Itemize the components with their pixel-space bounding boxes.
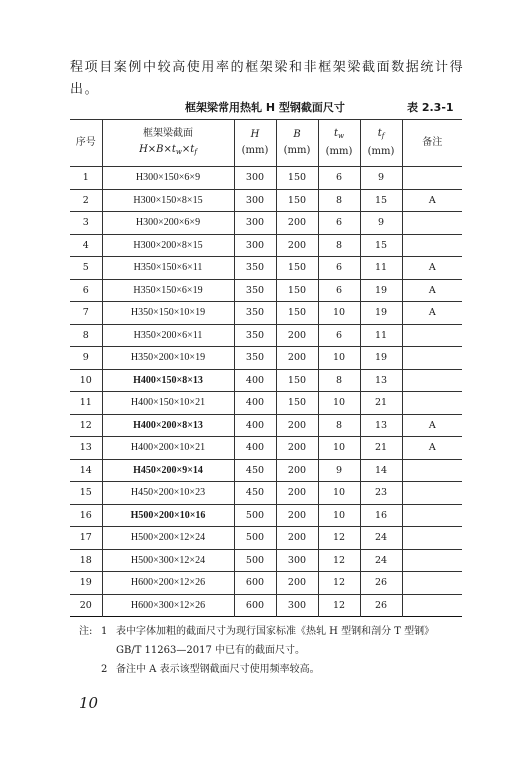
cell-B: 200 <box>276 212 318 235</box>
cell-no: 8 <box>70 324 102 347</box>
cell-no: 5 <box>70 257 102 280</box>
cell-section: H450×200×9×14 <box>102 459 234 482</box>
cell-section: H300×200×6×9 <box>102 212 234 235</box>
cell-section: H500×200×10×16 <box>102 504 234 527</box>
cell-no: 13 <box>70 437 102 460</box>
cell-H: 300 <box>234 167 276 190</box>
cell-note <box>402 527 462 550</box>
header-section-formula: $H\times B\times t_w\times t_f$ <box>139 144 197 156</box>
cell-no: 17 <box>70 527 102 550</box>
table-row <box>70 459 462 482</box>
table-row <box>70 324 462 347</box>
table-row <box>70 527 462 550</box>
cell-note <box>402 324 462 347</box>
cell-tf: 24 <box>360 549 402 572</box>
header-note: 备注 <box>402 120 462 167</box>
cell-section: H400×200×8×13 <box>102 414 234 437</box>
table-row <box>70 234 462 257</box>
header-no: 序号 <box>70 120 102 167</box>
table-row <box>70 302 462 325</box>
section-size-table <box>70 119 462 617</box>
cell-tf: 21 <box>360 392 402 415</box>
cell-tw: 10 <box>318 482 360 505</box>
table-header-row <box>70 120 462 167</box>
cell-section: H350×200×6×11 <box>102 324 234 347</box>
cell-B: 150 <box>276 302 318 325</box>
table-row <box>70 212 462 235</box>
note-1-line-1: 表中字体加粗的截面尺寸为现行国家标准《热轧 H 型钢和剖分 T 型钢》 <box>116 626 435 637</box>
table-row <box>70 549 462 572</box>
cell-note: A <box>402 302 462 325</box>
cell-section: H350×150×6×19 <box>102 279 234 302</box>
cell-tw: 10 <box>318 302 360 325</box>
cell-tw: 6 <box>318 212 360 235</box>
cell-tw: 12 <box>318 527 360 550</box>
cell-tf: 16 <box>360 504 402 527</box>
header-unit: (mm) <box>325 146 353 157</box>
note-number: 2 <box>101 664 108 675</box>
cell-tf: 19 <box>360 279 402 302</box>
table-row <box>70 437 462 460</box>
cell-tw: 10 <box>318 437 360 460</box>
cell-H: 350 <box>234 257 276 280</box>
cell-section: H400×150×8×13 <box>102 369 234 392</box>
cell-no: 3 <box>70 212 102 235</box>
cell-H: 350 <box>234 302 276 325</box>
cell-tf: 9 <box>360 167 402 190</box>
cell-no: 2 <box>70 189 102 212</box>
cell-tf: 15 <box>360 234 402 257</box>
cell-tw: 12 <box>318 594 360 617</box>
cell-tw: 10 <box>318 392 360 415</box>
cell-H: 350 <box>234 279 276 302</box>
header-B: B (mm) <box>276 120 318 167</box>
cell-H: 400 <box>234 392 276 415</box>
cell-tw: 10 <box>318 504 360 527</box>
table-row <box>70 189 462 212</box>
table-row <box>70 572 462 595</box>
cell-tw: 6 <box>318 324 360 347</box>
cell-H: 350 <box>234 324 276 347</box>
cell-H: 500 <box>234 504 276 527</box>
table-caption-title: 框架梁常用热轧 H 型钢截面尺寸 <box>185 101 345 114</box>
header-section <box>102 120 234 167</box>
cell-note: A <box>402 414 462 437</box>
cell-no: 7 <box>70 302 102 325</box>
cell-B: 200 <box>276 414 318 437</box>
cell-tf: 26 <box>360 572 402 595</box>
cell-B: 200 <box>276 324 318 347</box>
cell-B: 200 <box>276 234 318 257</box>
cell-tw: 6 <box>318 257 360 280</box>
header-unit: (mm) <box>241 145 269 156</box>
cell-H: 450 <box>234 459 276 482</box>
cell-section: H450×200×10×23 <box>102 482 234 505</box>
cell-B: 300 <box>276 549 318 572</box>
cell-note <box>402 167 462 190</box>
cell-section: H400×150×10×21 <box>102 392 234 415</box>
cell-section: H600×300×12×26 <box>102 594 234 617</box>
note-1-line-2: GB/T 11263—2017 中已有的截面尺寸。 <box>116 645 305 656</box>
cell-tw: 8 <box>318 189 360 212</box>
cell-H: 400 <box>234 437 276 460</box>
cell-no: 10 <box>70 369 102 392</box>
cell-note <box>402 504 462 527</box>
cell-tf: 15 <box>360 189 402 212</box>
cell-section: H300×150×6×9 <box>102 167 234 190</box>
header-unit: (mm) <box>367 146 395 157</box>
cell-B: 150 <box>276 189 318 212</box>
cell-H: 300 <box>234 234 276 257</box>
cell-tf: 21 <box>360 437 402 460</box>
cell-note <box>402 212 462 235</box>
cell-tf: 26 <box>360 594 402 617</box>
cell-H: 500 <box>234 527 276 550</box>
cell-note <box>402 392 462 415</box>
cell-tw: 9 <box>318 459 360 482</box>
cell-section: H500×200×12×24 <box>102 527 234 550</box>
cell-section: H350×200×10×19 <box>102 347 234 370</box>
cell-section: H500×300×12×24 <box>102 549 234 572</box>
header-H: H (mm) <box>234 120 276 167</box>
cell-tf: 23 <box>360 482 402 505</box>
cell-section: H300×200×8×15 <box>102 234 234 257</box>
cell-tw: 8 <box>318 369 360 392</box>
table-row <box>70 279 462 302</box>
cell-section: H600×200×12×26 <box>102 572 234 595</box>
cell-note <box>402 549 462 572</box>
table-caption-number: 表 2.3-1 <box>407 101 454 114</box>
cell-B: 200 <box>276 482 318 505</box>
cell-B: 200 <box>276 459 318 482</box>
cell-no: 14 <box>70 459 102 482</box>
cell-H: 600 <box>234 594 276 617</box>
header-unit: (mm) <box>283 145 311 156</box>
table-row <box>70 257 462 280</box>
cell-no: 9 <box>70 347 102 370</box>
table-row <box>70 392 462 415</box>
cell-B: 200 <box>276 527 318 550</box>
cell-no: 11 <box>70 392 102 415</box>
cell-note <box>402 482 462 505</box>
cell-B: 150 <box>276 369 318 392</box>
notes-marker: 注: <box>79 626 93 637</box>
cell-B: 200 <box>276 347 318 370</box>
cell-B: 300 <box>276 594 318 617</box>
cell-B: 150 <box>276 279 318 302</box>
cell-tf: 24 <box>360 527 402 550</box>
cell-no: 19 <box>70 572 102 595</box>
cell-section: H350×150×6×11 <box>102 257 234 280</box>
cell-H: 450 <box>234 482 276 505</box>
cell-tw: 12 <box>318 549 360 572</box>
cell-tw: 12 <box>318 572 360 595</box>
table-body <box>70 167 462 617</box>
page-number: 10 <box>79 694 99 712</box>
cell-tf: 19 <box>360 347 402 370</box>
cell-note: A <box>402 279 462 302</box>
cell-note <box>402 369 462 392</box>
cell-H: 500 <box>234 549 276 572</box>
table-row <box>70 504 462 527</box>
cell-B: 200 <box>276 437 318 460</box>
table-row <box>70 482 462 505</box>
cell-tf: 14 <box>360 459 402 482</box>
table-row <box>70 414 462 437</box>
cell-H: 400 <box>234 414 276 437</box>
cell-no: 20 <box>70 594 102 617</box>
cell-note <box>402 234 462 257</box>
cell-no: 15 <box>70 482 102 505</box>
header-section-title: 框架梁截面 <box>143 128 193 139</box>
cell-note <box>402 459 462 482</box>
cell-tw: 10 <box>318 347 360 370</box>
cell-H: 600 <box>234 572 276 595</box>
cell-tf: 19 <box>360 302 402 325</box>
cell-tw: 6 <box>318 279 360 302</box>
table-row <box>70 369 462 392</box>
cell-tf: 11 <box>360 257 402 280</box>
cell-no: 6 <box>70 279 102 302</box>
cell-tf: 13 <box>360 369 402 392</box>
cell-no: 16 <box>70 504 102 527</box>
intro-paragraph: 程项目案例中较高使用率的框架梁和非框架梁截面数据统计得出。 <box>70 60 465 97</box>
cell-H: 300 <box>234 212 276 235</box>
cell-note <box>402 347 462 370</box>
cell-B: 150 <box>276 392 318 415</box>
cell-B: 150 <box>276 257 318 280</box>
cell-no: 4 <box>70 234 102 257</box>
note-2-line-1: 备注中 A 表示该型钢截面尺寸使用频率较高。 <box>116 664 320 675</box>
cell-B: 200 <box>276 572 318 595</box>
cell-no: 18 <box>70 549 102 572</box>
cell-B: 150 <box>276 167 318 190</box>
cell-tf: 11 <box>360 324 402 347</box>
table-row <box>70 167 462 190</box>
cell-tf: 13 <box>360 414 402 437</box>
note-number: 1 <box>101 626 108 637</box>
cell-B: 200 <box>276 504 318 527</box>
table-row <box>70 594 462 617</box>
cell-note: A <box>402 189 462 212</box>
cell-tw: 6 <box>318 167 360 190</box>
cell-note: A <box>402 437 462 460</box>
cell-tw: 8 <box>318 234 360 257</box>
cell-section: H400×200×10×21 <box>102 437 234 460</box>
header-tw: $t_w$ (mm) <box>318 120 360 167</box>
header-tf: $t_f$ (mm) <box>360 120 402 167</box>
cell-note: A <box>402 257 462 280</box>
cell-H: 350 <box>234 347 276 370</box>
cell-note <box>402 572 462 595</box>
table-row <box>70 347 462 370</box>
cell-tw: 8 <box>318 414 360 437</box>
cell-no: 1 <box>70 167 102 190</box>
cell-section: H300×150×8×15 <box>102 189 234 212</box>
cell-H: 300 <box>234 189 276 212</box>
cell-no: 12 <box>70 414 102 437</box>
cell-H: 400 <box>234 369 276 392</box>
cell-section: H350×150×10×19 <box>102 302 234 325</box>
cell-tf: 9 <box>360 212 402 235</box>
cell-note <box>402 594 462 617</box>
